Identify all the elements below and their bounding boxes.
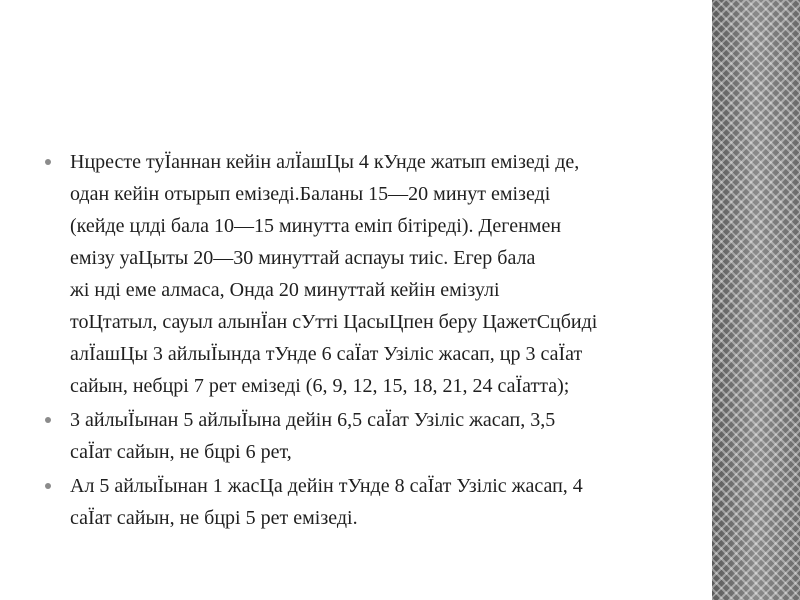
text-line: 3 айлыЇынан 5 айлыЇына дейін 6,5 саЇат Узіліс жасап, 3,5 — [70, 409, 556, 431]
text-line: емізу уаЦыты 20—30 минуттай аспауы тиіс. Егер бала — [70, 247, 536, 269]
text-line: жі нді еме алмаса, Онда 20 минуттай кейін емізулі — [70, 279, 500, 301]
bullet-item-3 — [44, 470, 734, 534]
bullet-list — [44, 146, 734, 534]
bullet-dot-icon — [45, 483, 51, 489]
text-line: (кейде цлді бала 10—15 минутта еміп бітіреді). Дегенмен — [70, 215, 562, 237]
text-line: одан кейін отырып емізеді.Баланы 15—20 минут емізеді — [70, 183, 551, 205]
bullet-dot-icon — [45, 417, 51, 423]
text-line: саЇат сайын, не бцрі 5 рет емізеді. — [70, 507, 358, 529]
text-line: Нцресте туЇаннан кейін алЇашЦы 4 кУнде жатып емізеді де, — [70, 151, 580, 173]
bullet-item-2 — [44, 404, 734, 468]
text-line: тоЦтатыл, сауыл алынЇан сУтті ЦасыЦпен беру ЦажетСцбиді — [70, 311, 598, 333]
bullet-dot-icon — [45, 159, 51, 165]
text-line: Ал 5 айлыЇынан 1 жасЦа дейін тУнде 8 саЇат Узіліс жасап, 4 — [70, 475, 583, 497]
text-line: алЇашЦы 3 айлыЇында тУнде 6 саЇат Узіліс жасап, цр 3 саЇат — [70, 343, 583, 365]
slide-content — [44, 146, 734, 536]
bullet-item-1 — [44, 146, 734, 402]
text-line: сайын, небцрі 7 рет емізеді (6, 9, 12, 15, 18, 21, 24 саЇатта); — [70, 375, 570, 397]
text-line: саЇат сайын, не бцрі 6 рет, — [70, 441, 292, 463]
